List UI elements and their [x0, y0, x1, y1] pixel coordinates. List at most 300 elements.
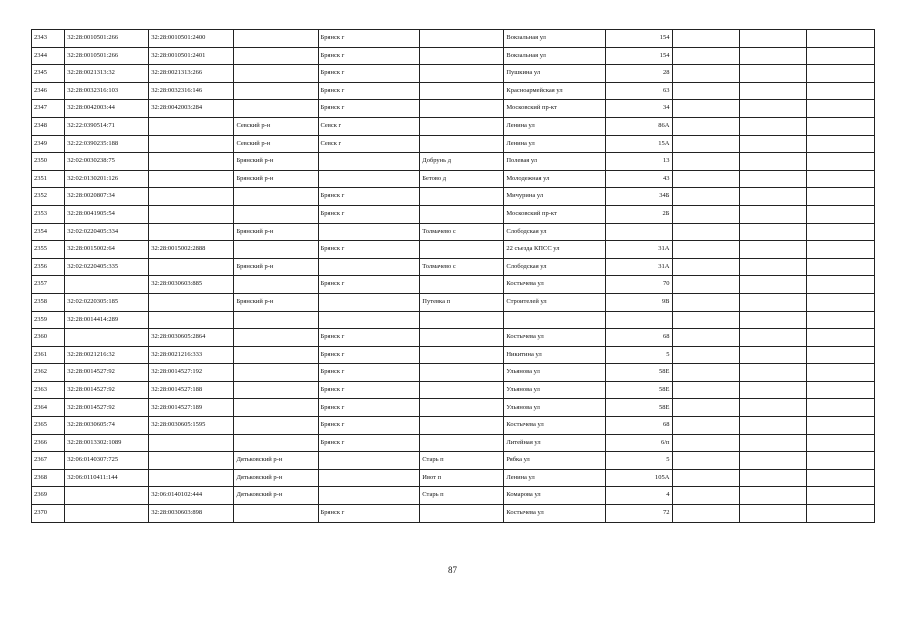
settlement-cell: [420, 47, 504, 65]
extra-col-2-cell: [739, 223, 806, 241]
extra-col-3-cell: [807, 65, 875, 83]
city-cell: Севск г: [318, 117, 420, 135]
street-cell: Ульянова ул: [504, 364, 606, 382]
city-cell: Брянск г: [318, 329, 420, 347]
extra-col-2-cell: [739, 293, 806, 311]
district-cell: [234, 364, 318, 382]
street-cell: Комарова ул: [504, 487, 606, 505]
extra-col-3-cell: [807, 311, 875, 329]
extra-col-3-cell: [807, 117, 875, 135]
table-row: [32, 311, 875, 329]
cadastral-number-cell: 32:28:0013302:1089: [65, 434, 149, 452]
extra-col-1-cell: [672, 30, 739, 48]
extra-col-2-cell: [739, 399, 806, 417]
settlement-cell: [420, 30, 504, 48]
settlement-cell: [420, 82, 504, 100]
settlement-cell: Ивот п: [420, 469, 504, 487]
cadastral-number-cell: 32:28:0014527:92: [65, 381, 149, 399]
row-number-cell: 2365: [32, 417, 65, 435]
extra-col-1-cell: [672, 100, 739, 118]
table-row: [32, 276, 875, 294]
street-cell: Вокзальная ул: [504, 47, 606, 65]
district-cell: [234, 329, 318, 347]
extra-col-3-cell: [807, 47, 875, 65]
extra-col-2-cell: [739, 82, 806, 100]
building-cadastral-number-cell: 32:28:0010501:2401: [149, 47, 234, 65]
street-cell: 22 съезда КПСС ул: [504, 241, 606, 259]
row-number-cell: 2357: [32, 276, 65, 294]
extra-col-3-cell: [807, 399, 875, 417]
building-cadastral-number-cell: [149, 153, 234, 171]
district-cell: Брянский р-н: [234, 170, 318, 188]
building-cadastral-number-cell: 32:28:0042003:284: [149, 100, 234, 118]
row-number-cell: 2355: [32, 241, 65, 259]
settlement-cell: [420, 276, 504, 294]
building-cadastral-number-cell: [149, 311, 234, 329]
extra-col-2-cell: [739, 117, 806, 135]
extra-col-1-cell: [672, 329, 739, 347]
street-cell: Полевая ул: [504, 153, 606, 171]
house-number-cell: 70: [606, 276, 672, 294]
city-cell: [318, 487, 420, 505]
extra-col-2-cell: [739, 469, 806, 487]
row-number-cell: 2360: [32, 329, 65, 347]
extra-col-3-cell: [807, 30, 875, 48]
row-number-cell: 2350: [32, 153, 65, 171]
cadastral-number-cell: [65, 329, 149, 347]
extra-col-3-cell: [807, 505, 875, 523]
extra-col-3-cell: [807, 153, 875, 171]
house-number-cell: 2Б: [606, 205, 672, 223]
row-number-cell: 2348: [32, 117, 65, 135]
building-cadastral-number-cell: [149, 293, 234, 311]
house-number-cell: 86А: [606, 117, 672, 135]
house-number-cell: 9В: [606, 293, 672, 311]
building-cadastral-number-cell: [149, 135, 234, 153]
extra-col-1-cell: [672, 434, 739, 452]
street-cell: Пушкина ул: [504, 65, 606, 83]
table-row: [32, 434, 875, 452]
street-cell: Слободская ул: [504, 258, 606, 276]
extra-col-1-cell: [672, 135, 739, 153]
cadastral-number-cell: 32:28:0014527:92: [65, 364, 149, 382]
row-number-cell: 2349: [32, 135, 65, 153]
extra-col-2-cell: [739, 30, 806, 48]
settlement-cell: [420, 346, 504, 364]
city-cell: Севск г: [318, 135, 420, 153]
cadastral-number-cell: 32:02:0220405:334: [65, 223, 149, 241]
table-row: [32, 417, 875, 435]
extra-col-2-cell: [739, 276, 806, 294]
house-number-cell: 72: [606, 505, 672, 523]
extra-col-2-cell: [739, 47, 806, 65]
settlement-cell: [420, 399, 504, 417]
extra-col-3-cell: [807, 346, 875, 364]
row-number-cell: 2345: [32, 65, 65, 83]
table-row: [32, 364, 875, 382]
table-row: [32, 399, 875, 417]
city-cell: Брянск г: [318, 205, 420, 223]
row-number-cell: 2369: [32, 487, 65, 505]
extra-col-2-cell: [739, 135, 806, 153]
extra-col-3-cell: [807, 82, 875, 100]
settlement-cell: [420, 329, 504, 347]
district-cell: [234, 399, 318, 417]
extra-col-1-cell: [672, 293, 739, 311]
row-number-cell: 2366: [32, 434, 65, 452]
house-number-cell: 5: [606, 452, 672, 470]
row-number-cell: 2353: [32, 205, 65, 223]
table-row: [32, 205, 875, 223]
street-cell: Костычева ул: [504, 417, 606, 435]
extra-col-3-cell: [807, 452, 875, 470]
street-cell: Ленина ул: [504, 117, 606, 135]
settlement-cell: Путевка п: [420, 293, 504, 311]
district-cell: [234, 417, 318, 435]
extra-col-2-cell: [739, 417, 806, 435]
house-number-cell: 4: [606, 487, 672, 505]
city-cell: Брянск г: [318, 399, 420, 417]
building-cadastral-number-cell: 32:28:0014527:188: [149, 381, 234, 399]
district-cell: Брянский р-н: [234, 293, 318, 311]
house-number-cell: 34: [606, 100, 672, 118]
table-row: [32, 505, 875, 523]
settlement-cell: Старь п: [420, 487, 504, 505]
city-cell: [318, 258, 420, 276]
extra-col-3-cell: [807, 276, 875, 294]
extra-col-1-cell: [672, 311, 739, 329]
row-number-cell: 2347: [32, 100, 65, 118]
street-cell: Костычева ул: [504, 329, 606, 347]
building-cadastral-number-cell: 32:28:0030605:1595: [149, 417, 234, 435]
extra-col-1-cell: [672, 188, 739, 206]
cadastral-number-cell: 32:22:0390235:188: [65, 135, 149, 153]
settlement-cell: [420, 188, 504, 206]
table-row: [32, 82, 875, 100]
city-cell: Брянск г: [318, 346, 420, 364]
table-row: [32, 381, 875, 399]
row-number-cell: 2370: [32, 505, 65, 523]
district-cell: Брянский р-н: [234, 153, 318, 171]
extra-col-1-cell: [672, 469, 739, 487]
row-number-cell: 2362: [32, 364, 65, 382]
district-cell: [234, 82, 318, 100]
house-number-cell: 28: [606, 65, 672, 83]
district-cell: [234, 205, 318, 223]
extra-col-1-cell: [672, 276, 739, 294]
settlement-cell: [420, 135, 504, 153]
house-number-cell: 68: [606, 417, 672, 435]
table-row: [32, 241, 875, 259]
table-row: [32, 30, 875, 48]
city-cell: [318, 293, 420, 311]
building-cadastral-number-cell: 32:28:0030605:2864: [149, 329, 234, 347]
district-cell: Севский р-н: [234, 117, 318, 135]
extra-col-1-cell: [672, 82, 739, 100]
district-cell: Дятьковский р-н: [234, 469, 318, 487]
building-cadastral-number-cell: 32:28:0015002:2888: [149, 241, 234, 259]
house-number-cell: 6/п: [606, 434, 672, 452]
district-cell: Брянский р-н: [234, 223, 318, 241]
cadastral-number-cell: 32:28:0021313:32: [65, 65, 149, 83]
settlement-cell: [420, 434, 504, 452]
cadastral-number-cell: 32:28:0014414:289: [65, 311, 149, 329]
building-cadastral-number-cell: 32:28:0030603:885: [149, 276, 234, 294]
settlement-cell: Толмачево с: [420, 223, 504, 241]
city-cell: Брянск г: [318, 188, 420, 206]
house-number-cell: 13: [606, 153, 672, 171]
extra-col-1-cell: [672, 47, 739, 65]
city-cell: [318, 223, 420, 241]
street-cell: Мичурина ул: [504, 188, 606, 206]
cadastral-number-cell: 32:06:0140307:725: [65, 452, 149, 470]
row-number-cell: 2367: [32, 452, 65, 470]
extra-col-1-cell: [672, 452, 739, 470]
table-row: [32, 47, 875, 65]
city-cell: [318, 170, 420, 188]
extra-col-3-cell: [807, 293, 875, 311]
row-number-cell: 2363: [32, 381, 65, 399]
table-row: [32, 188, 875, 206]
house-number-cell: 58Е: [606, 364, 672, 382]
building-cadastral-number-cell: 32:28:0010501:2400: [149, 30, 234, 48]
building-cadastral-number-cell: [149, 205, 234, 223]
city-cell: Брянск г: [318, 47, 420, 65]
extra-col-3-cell: [807, 170, 875, 188]
street-cell: Московский пр-кт: [504, 100, 606, 118]
street-cell: Ульянова ул: [504, 399, 606, 417]
settlement-cell: [420, 311, 504, 329]
house-number-cell: 63: [606, 82, 672, 100]
house-number-cell: 34Б: [606, 188, 672, 206]
street-cell: Слободская ул: [504, 223, 606, 241]
extra-col-3-cell: [807, 188, 875, 206]
settlement-cell: [420, 117, 504, 135]
district-cell: [234, 311, 318, 329]
house-number-cell: 31А: [606, 241, 672, 259]
cadastral-number-cell: 32:02:0220405:335: [65, 258, 149, 276]
extra-col-2-cell: [739, 487, 806, 505]
street-cell: Костычева ул: [504, 276, 606, 294]
city-cell: [318, 153, 420, 171]
table-row: [32, 452, 875, 470]
district-cell: [234, 65, 318, 83]
city-cell: [318, 469, 420, 487]
row-number-cell: 2346: [32, 82, 65, 100]
city-cell: Брянск г: [318, 364, 420, 382]
extra-col-2-cell: [739, 170, 806, 188]
district-cell: Дятьковский р-н: [234, 487, 318, 505]
extra-col-2-cell: [739, 205, 806, 223]
extra-col-1-cell: [672, 117, 739, 135]
city-cell: Брянск г: [318, 417, 420, 435]
cadastral-number-cell: 32:02:0220305:185: [65, 293, 149, 311]
settlement-cell: [420, 505, 504, 523]
extra-col-1-cell: [672, 65, 739, 83]
district-cell: [234, 47, 318, 65]
table-row: [32, 65, 875, 83]
building-cadastral-number-cell: [149, 223, 234, 241]
district-cell: [234, 241, 318, 259]
extra-col-1-cell: [672, 346, 739, 364]
settlement-cell: [420, 381, 504, 399]
extra-col-2-cell: [739, 434, 806, 452]
table-row: [32, 293, 875, 311]
extra-col-2-cell: [739, 188, 806, 206]
extra-col-3-cell: [807, 223, 875, 241]
row-number-cell: 2364: [32, 399, 65, 417]
settlement-cell: Бетово д: [420, 170, 504, 188]
district-cell: [234, 434, 318, 452]
house-number-cell: 43: [606, 170, 672, 188]
cadastral-number-cell: 32:28:0010501:266: [65, 47, 149, 65]
building-cadastral-number-cell: [149, 117, 234, 135]
row-number-cell: 2361: [32, 346, 65, 364]
street-cell: Московский пр-кт: [504, 205, 606, 223]
building-cadastral-number-cell: [149, 434, 234, 452]
cadastral-number-cell: 32:28:0015002:64: [65, 241, 149, 259]
cadastral-number-cell: [65, 276, 149, 294]
table-row: [32, 153, 875, 171]
extra-col-1-cell: [672, 241, 739, 259]
district-cell: [234, 346, 318, 364]
street-cell: Ленина ул: [504, 135, 606, 153]
city-cell: Брянск г: [318, 276, 420, 294]
extra-col-3-cell: [807, 100, 875, 118]
city-cell: Брянск г: [318, 82, 420, 100]
street-cell: Красноармейская ул: [504, 82, 606, 100]
building-cadastral-number-cell: 32:28:0021216:333: [149, 346, 234, 364]
row-number-cell: 2359: [32, 311, 65, 329]
extra-col-3-cell: [807, 434, 875, 452]
table-row: [32, 223, 875, 241]
street-cell: Ленина ул: [504, 469, 606, 487]
extra-col-1-cell: [672, 381, 739, 399]
district-cell: [234, 276, 318, 294]
extra-col-1-cell: [672, 399, 739, 417]
row-number-cell: 2368: [32, 469, 65, 487]
extra-col-3-cell: [807, 417, 875, 435]
cadastral-number-cell: 32:02:0030238:75: [65, 153, 149, 171]
house-number-cell: 58Е: [606, 381, 672, 399]
building-cadastral-number-cell: [149, 452, 234, 470]
building-cadastral-number-cell: 32:06:0140102:444: [149, 487, 234, 505]
street-cell: Никитина ул: [504, 346, 606, 364]
extra-col-1-cell: [672, 364, 739, 382]
row-number-cell: 2354: [32, 223, 65, 241]
extra-col-3-cell: [807, 205, 875, 223]
building-cadastral-number-cell: [149, 469, 234, 487]
table-row: [32, 170, 875, 188]
extra-col-3-cell: [807, 487, 875, 505]
house-number-cell: 154: [606, 47, 672, 65]
extra-col-2-cell: [739, 381, 806, 399]
cadastral-number-cell: 32:28:0030605:74: [65, 417, 149, 435]
extra-col-3-cell: [807, 258, 875, 276]
table-row: [32, 117, 875, 135]
district-cell: [234, 188, 318, 206]
district-cell: Брянский р-н: [234, 258, 318, 276]
district-cell: Севский р-н: [234, 135, 318, 153]
page-number: 87: [448, 565, 457, 575]
district-cell: [234, 30, 318, 48]
extra-col-2-cell: [739, 65, 806, 83]
extra-col-1-cell: [672, 505, 739, 523]
table-row: [32, 346, 875, 364]
city-cell: Брянск г: [318, 381, 420, 399]
cadastral-number-cell: 32:22:0390514:71: [65, 117, 149, 135]
cadastral-number-cell: [65, 505, 149, 523]
settlement-cell: Добрунь д: [420, 153, 504, 171]
house-number-cell: 154: [606, 30, 672, 48]
house-number-cell: 31А: [606, 258, 672, 276]
row-number-cell: 2356: [32, 258, 65, 276]
building-cadastral-number-cell: [149, 188, 234, 206]
row-number-cell: 2343: [32, 30, 65, 48]
street-cell: Костычева ул: [504, 505, 606, 523]
table-row: [32, 469, 875, 487]
settlement-cell: [420, 417, 504, 435]
extra-col-2-cell: [739, 241, 806, 259]
street-cell: [504, 311, 606, 329]
extra-col-2-cell: [739, 364, 806, 382]
city-cell: Брянск г: [318, 30, 420, 48]
district-cell: Дятьковский р-н: [234, 452, 318, 470]
district-cell: [234, 100, 318, 118]
settlement-cell: [420, 100, 504, 118]
cadastral-number-cell: 32:28:0041905:54: [65, 205, 149, 223]
street-cell: Вокзальная ул: [504, 30, 606, 48]
street-cell: Литейная ул: [504, 434, 606, 452]
building-cadastral-number-cell: [149, 258, 234, 276]
extra-col-3-cell: [807, 241, 875, 259]
house-number-cell: 68: [606, 329, 672, 347]
row-number-cell: 2344: [32, 47, 65, 65]
table-row: [32, 329, 875, 347]
house-number-cell: [606, 223, 672, 241]
house-number-cell: 58Е: [606, 399, 672, 417]
cadastral-number-cell: 32:28:0032316:103: [65, 82, 149, 100]
house-number-cell: 5: [606, 346, 672, 364]
cadastral-number-cell: 32:28:0010501:266: [65, 30, 149, 48]
registry-table: [31, 29, 875, 523]
table-row: [32, 487, 875, 505]
district-cell: [234, 505, 318, 523]
settlement-cell: [420, 364, 504, 382]
extra-col-1-cell: [672, 223, 739, 241]
cadastral-number-cell: 32:28:0042003:44: [65, 100, 149, 118]
settlement-cell: [420, 205, 504, 223]
city-cell: [318, 452, 420, 470]
extra-col-1-cell: [672, 170, 739, 188]
extra-col-3-cell: [807, 381, 875, 399]
table-row: [32, 100, 875, 118]
extra-col-3-cell: [807, 364, 875, 382]
settlement-cell: Толмачево с: [420, 258, 504, 276]
street-cell: Строителей ул: [504, 293, 606, 311]
city-cell: Брянск г: [318, 65, 420, 83]
extra-col-1-cell: [672, 205, 739, 223]
extra-col-3-cell: [807, 469, 875, 487]
building-cadastral-number-cell: 32:28:0030603:898: [149, 505, 234, 523]
cadastral-number-cell: 32:28:0021216:32: [65, 346, 149, 364]
house-number-cell: 15А: [606, 135, 672, 153]
row-number-cell: 2352: [32, 188, 65, 206]
city-cell: Брянск г: [318, 241, 420, 259]
extra-col-2-cell: [739, 311, 806, 329]
cadastral-number-cell: 32:06:0110411:144: [65, 469, 149, 487]
extra-col-2-cell: [739, 153, 806, 171]
